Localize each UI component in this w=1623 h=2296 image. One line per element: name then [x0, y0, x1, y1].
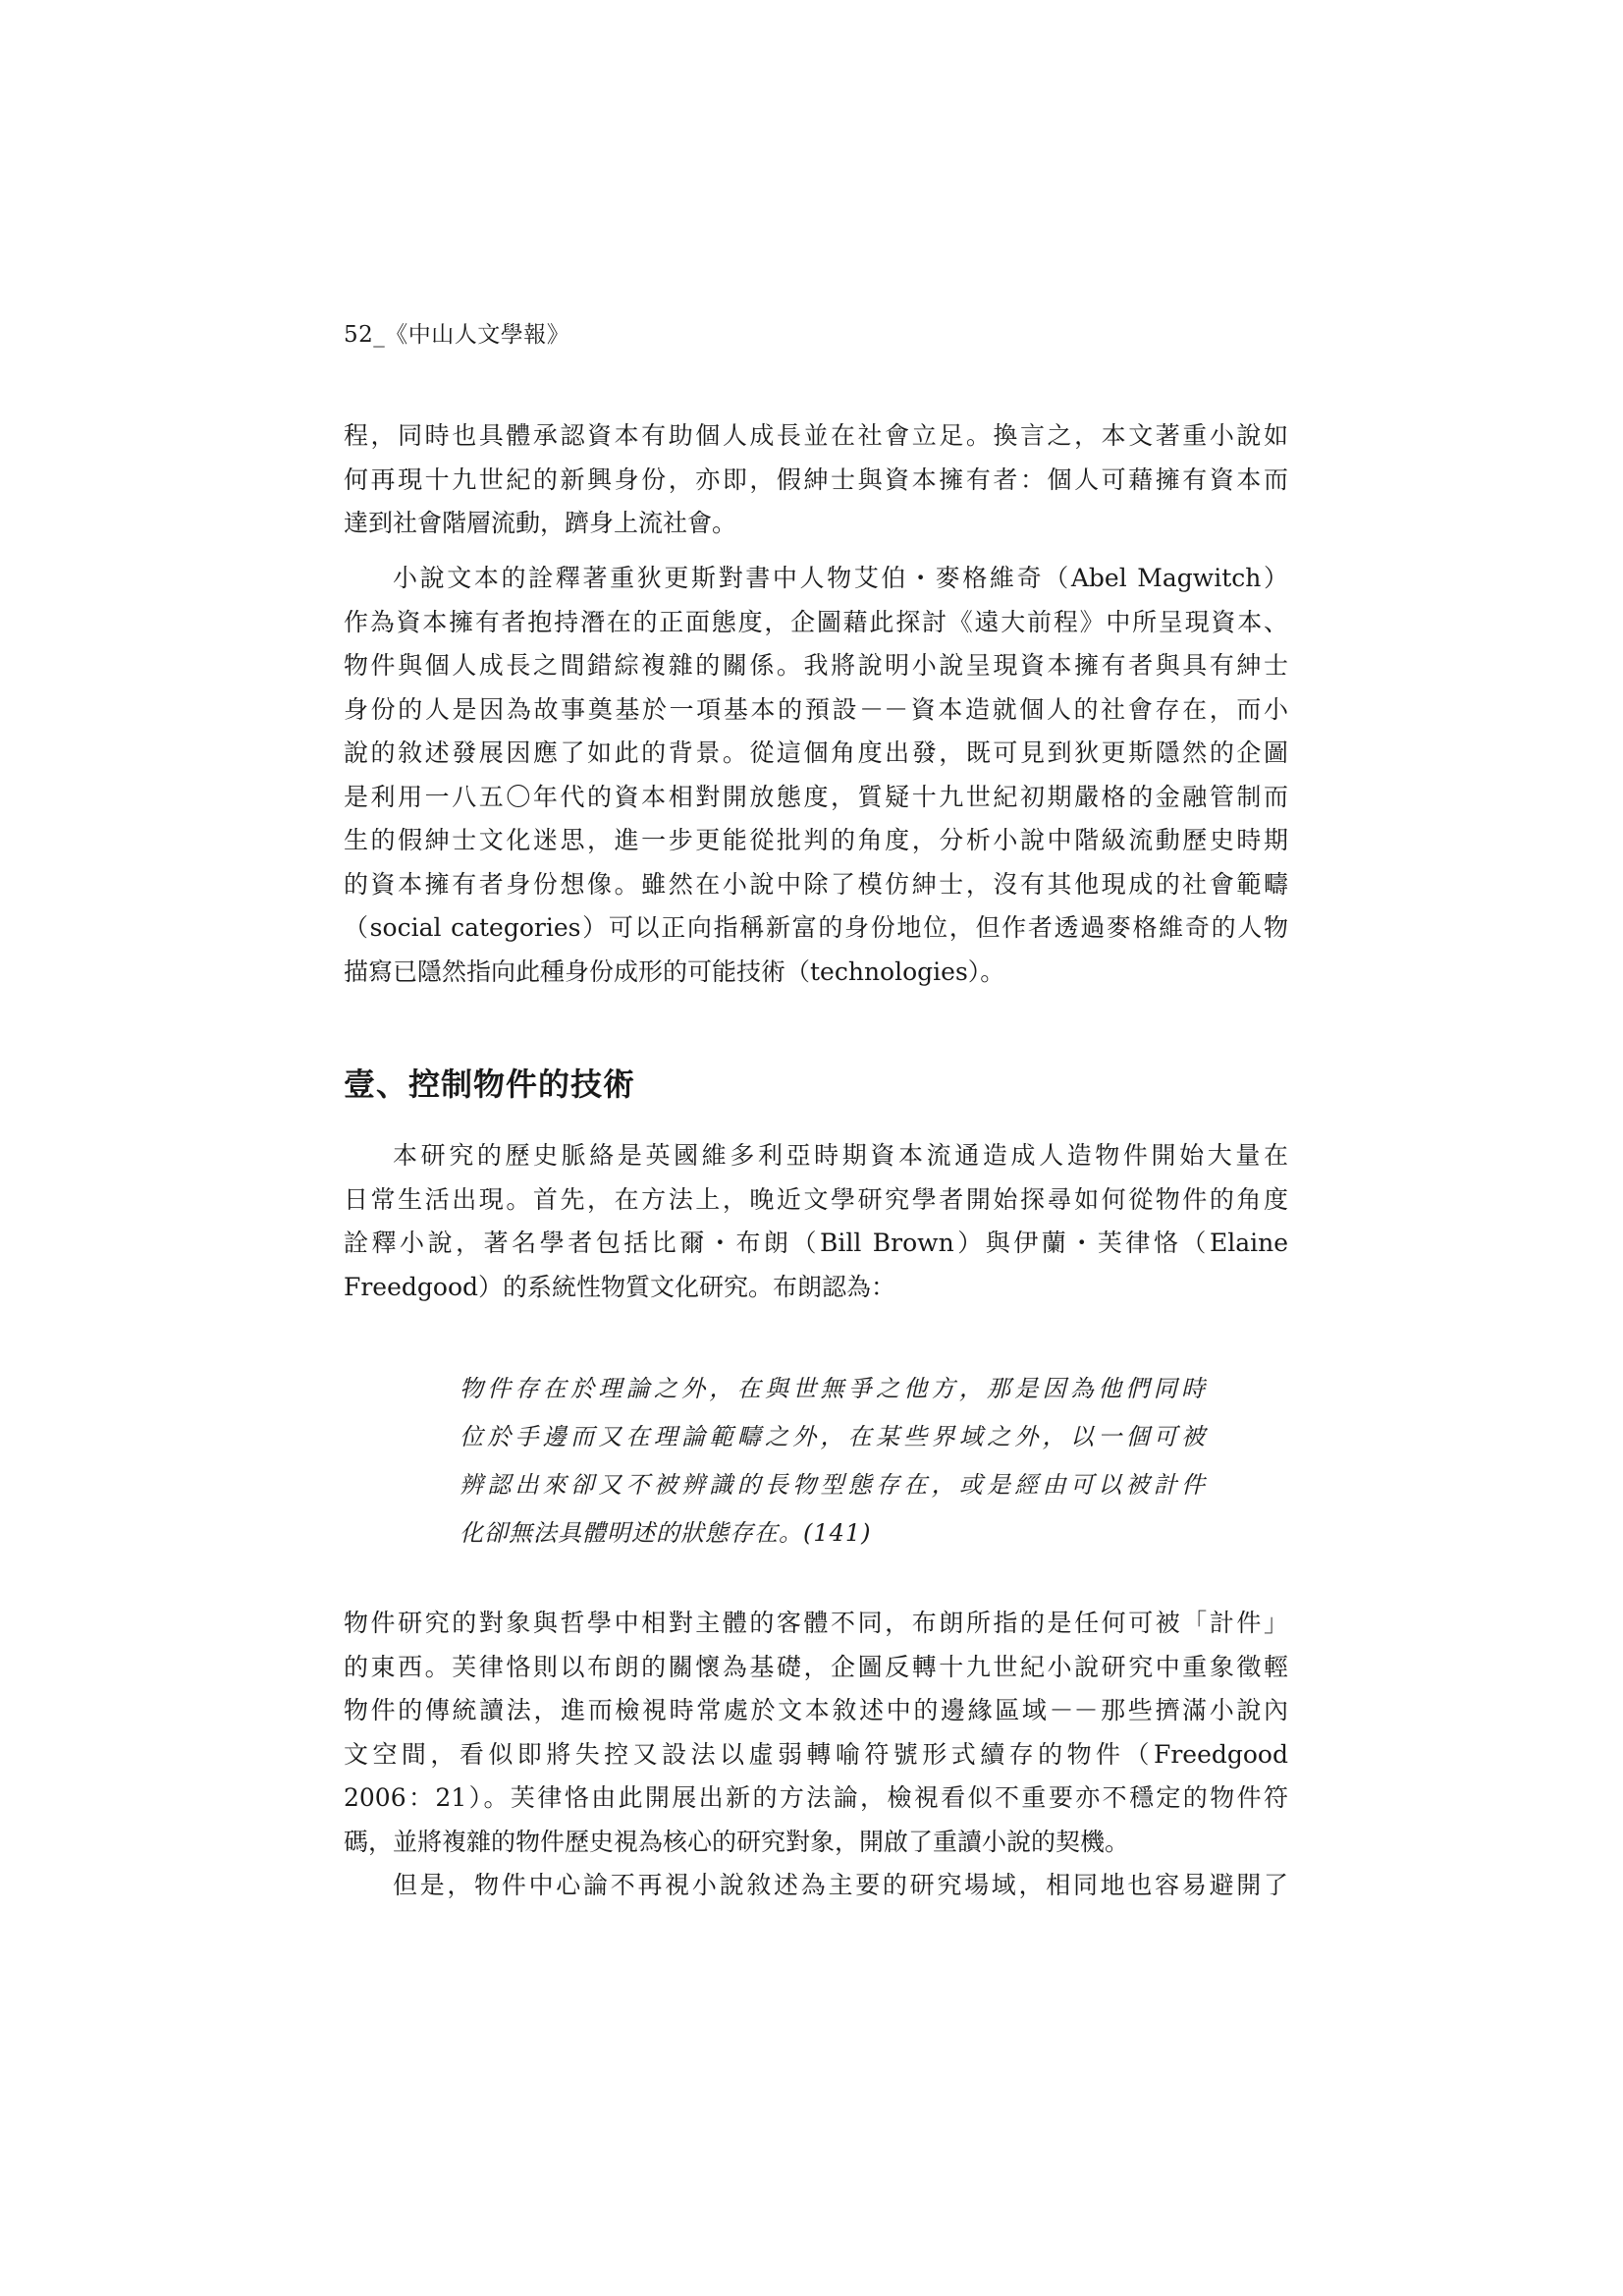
- paragraph-line: 的資本擁有者身份想像。雖然在小說中除了模仿紳士，沒有其他現成的社會範疇: [344, 869, 1288, 899]
- paragraph-line: 碼，並將複雜的物件歷史視為核心的研究對象，開啟了重讀小說的契機。: [344, 1827, 1130, 1856]
- paragraph-line: 2006：21）。芙律恪由此開展出新的方法論，檢視看似不重要亦不穩定的物件符: [344, 1783, 1288, 1812]
- paragraph-line: 物件的傳統讀法，進而檢視時常處於文本敘述中的邊緣區域－－那些擠滿小說內: [344, 1696, 1288, 1724]
- paragraph-2: [344, 557, 1288, 994]
- running-head: 52_《中山人文學報》: [344, 322, 570, 348]
- paragraph-5: [344, 1864, 1288, 1908]
- paragraph-line: 是利用一八五〇年代的資本相對開放態度，質疑十九世紀初期嚴格的金融管制而: [344, 782, 1288, 811]
- paragraph-line: 程，同時也具體承認資本有助個人成長並在社會立足。換言之，本文著重小說如: [344, 421, 1288, 450]
- paragraph-3: [344, 1134, 1288, 1309]
- paragraph-1: [344, 414, 1288, 546]
- quote-line: 位於手邊而又在理論範疇之外，在某些界域之外，以一個可被: [460, 1423, 1206, 1450]
- paragraph-line: 作為資本擁有者抱持潛在的正面態度，企圖藉此探討《遠大前程》中所呈現資本、: [344, 607, 1288, 636]
- paragraph-line: Freedgood）的系統性物質文化研究。布朗認為：: [344, 1272, 896, 1301]
- paragraph-line: 小說文本的詮釋著重狄更斯對書中人物艾伯・麥格維奇（Abel Magwitch）: [393, 564, 1288, 592]
- paragraph-line: 本研究的歷史脈絡是英國維多利亞時期資本流通造成人造物件開始大量在: [393, 1141, 1288, 1170]
- paragraph-line: （social categories）可以正向指稱新富的身份地位，但作者透過麥格維奇的人物: [344, 913, 1288, 942]
- quote-line: 化卻無法具體明述的狀態存在。(141): [460, 1519, 872, 1547]
- paragraph-line: 身份的人是因為故事奠基於一項基本的預設－－資本造就個人的社會存在，而小: [344, 694, 1288, 724]
- paragraph-line: 說的敘述發展因應了如此的背景。從這個角度出發，既可見到狄更斯隱然的企圖: [344, 738, 1288, 767]
- quote-line: 物件存在於理論之外，在與世無爭之他方，那是因為他們同時: [460, 1375, 1206, 1402]
- paragraph-line: 文空間，看似即將失控又設法以虛弱轉喻符號形式續存的物件（Freedgood: [344, 1739, 1288, 1769]
- paragraph-line: 日常生活出現。首先，在方法上，晚近文學研究學者開始探尋如何從物件的角度: [344, 1184, 1288, 1214]
- paragraph-line: 物件與個人成長之間錯綜複雜的關係。我將說明小說呈現資本擁有者與具有紳士: [344, 651, 1288, 680]
- paragraph-line: 的東西。芙律恪則以布朗的關懷為基礎，企圖反轉十九世紀小說研究中重象徵輕: [344, 1652, 1288, 1681]
- paragraph-line: 物件研究的對象與哲學中相對主體的客體不同，布朗所指的是任何可被「計件」: [344, 1609, 1288, 1637]
- paragraph-line: 生的假紳士文化迷思，進一步更能從批判的角度，分析小說中階級流動歷史時期: [344, 826, 1288, 854]
- paragraph-4: [344, 1602, 1288, 1864]
- paragraph-line: 但是，物件中心論不再視小說敘述為主要的研究場域，相同地也容易避開了: [393, 1871, 1288, 1899]
- paragraph-line: 何再現十九世紀的新興身份，亦即，假紳士與資本擁有者：個人可藉擁有資本而: [344, 465, 1288, 494]
- section-heading: 壹、控制物件的技術: [344, 1066, 636, 1103]
- paragraph-line: 詮釋小說，著名學者包括比爾・布朗（Bill Brown）與伊蘭・芙律恪（Elaine: [344, 1229, 1288, 1257]
- block-quote: [460, 1365, 1206, 1558]
- quote-line: 辨認出來卻又不被辨識的長物型態存在，或是經由可以被計件: [460, 1471, 1206, 1499]
- paragraph-line: 描寫已隱然指向此種身份成形的可能技術（technologies）。: [344, 957, 1005, 986]
- paragraph-line: 達到社會階層流動，躋身上流社會。: [344, 509, 737, 537]
